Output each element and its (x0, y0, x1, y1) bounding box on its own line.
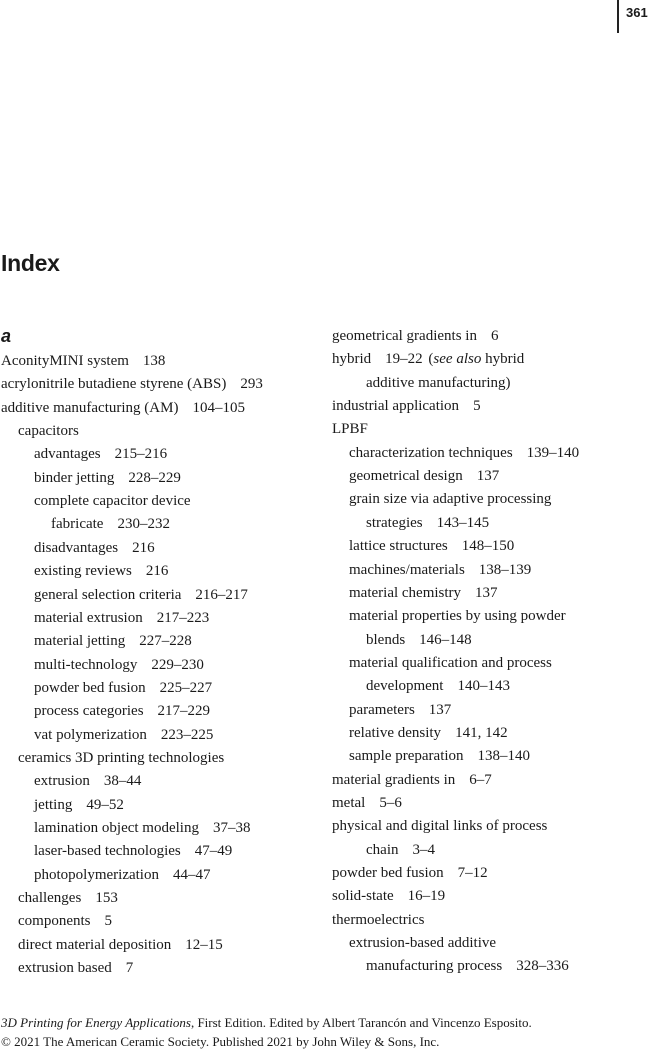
index-term: material qualification and process (349, 654, 552, 671)
index-entry (349, 489, 551, 509)
index-entry (34, 608, 209, 628)
index-entry (18, 888, 118, 908)
index-entry (34, 818, 250, 838)
index-page-ref: 140–143 (457, 678, 510, 695)
index-term: acrylonitrile butadiene styrene (ABS) (1, 376, 227, 393)
index-entry (349, 606, 566, 626)
index-term: lattice structures (349, 538, 448, 555)
index-page-ref: 49–52 (86, 796, 124, 813)
index-page-ref: 216 (145, 563, 169, 580)
index-page-ref: 104–105 (192, 399, 245, 416)
index-term: components (18, 913, 91, 930)
index-page-ref: 6–7 (469, 771, 492, 788)
index-term: complete capacitor device (34, 493, 191, 510)
index-entry (332, 396, 481, 416)
index-entry (34, 841, 232, 861)
index-entry (349, 933, 496, 953)
index-entry (366, 513, 489, 533)
index-page-ref: 12–15 (185, 936, 223, 953)
footer-book-title: 3D Printing for Energy Applications (1, 1015, 191, 1030)
index-entry (34, 538, 155, 558)
index-page-ref: 227–228 (139, 633, 192, 650)
index-term: machines/materials (349, 561, 465, 578)
index-entry (34, 491, 191, 511)
index-entry (349, 443, 579, 463)
index-term: multi-technology (34, 656, 138, 673)
index-term: extrusion-based additive (349, 935, 497, 952)
index-page-ref: 3–4 (412, 841, 435, 858)
index-term: challenges (18, 890, 82, 907)
index-entry (332, 816, 547, 836)
index-term: extrusion (34, 773, 90, 790)
index-entry: hybrid 19–22 (see also hybrid (332, 351, 525, 368)
see-also-target: hybrid (485, 351, 525, 368)
index-entry (332, 863, 488, 883)
index-page-ref: 141, 142 (455, 724, 508, 741)
index-term: existing reviews (34, 563, 132, 580)
index-term: powder bed fusion (332, 865, 444, 882)
index-term: powder bed fusion (34, 679, 146, 696)
index-page-ref: 44–47 (172, 866, 211, 883)
index-page-ref: 19–22 (385, 351, 423, 368)
index-term: material extrusion (34, 609, 143, 626)
index-entry (349, 583, 498, 603)
index-entry (1, 374, 263, 394)
index-entry (349, 536, 514, 556)
index-entry (34, 561, 168, 581)
index-entry (34, 585, 248, 605)
index-entry (349, 746, 530, 766)
index-page-ref: 47–49 (194, 843, 233, 860)
index-term: ceramics 3D printing technologies (18, 749, 225, 766)
index-term: disadvantages (34, 539, 119, 556)
index-entry (332, 910, 424, 930)
index-page-ref: 137 (476, 468, 500, 485)
index-entry (1, 351, 165, 371)
index-term: advantages (34, 446, 101, 463)
index-page-ref: 38–44 (103, 773, 142, 790)
page-title: Index (1, 250, 60, 276)
index-term: LPBF (332, 421, 368, 438)
index-entry (34, 795, 124, 815)
index-entry (349, 466, 499, 486)
index-term: extrusion based (18, 960, 112, 977)
index-term: material jetting (34, 633, 126, 650)
index-page-ref: 153 (95, 890, 118, 907)
index-term: metal (332, 795, 366, 811)
index-term: material gradients in (332, 771, 456, 788)
index-page-ref: 137 (475, 584, 498, 601)
index-term: jetting (34, 796, 73, 813)
index-page-ref: 143–145 (436, 514, 490, 531)
index-page-ref: 217–229 (157, 703, 211, 720)
see-also-label: see also (433, 351, 482, 368)
index-entry (18, 935, 223, 955)
index-entry (51, 514, 170, 534)
index-term: general selection criteria (34, 586, 182, 603)
index-entry (34, 444, 167, 464)
index-term: geometrical gradients in (332, 328, 477, 344)
index-page-ref: 6 (490, 328, 499, 344)
index-entry (332, 326, 498, 346)
index-page-ref: 215–216 (114, 446, 168, 463)
index-page-ref: 7 (125, 960, 134, 977)
index-entry (366, 676, 510, 696)
index-page-ref: 216 (132, 539, 155, 556)
index-entry (18, 748, 224, 768)
index-page-ref: 139–140 (526, 444, 580, 461)
index-page-ref: 37–38 (212, 820, 251, 836)
index-term: laser-based technologies (34, 843, 181, 860)
index-page-ref: 138 (142, 353, 166, 369)
index-entry (332, 793, 402, 813)
index-term: lamination object modeling (34, 820, 199, 836)
index-page-ref: 146–148 (419, 631, 472, 648)
index-page-ref: 5–6 (379, 795, 402, 811)
index-entry (332, 419, 368, 439)
index-page-ref: 217–223 (156, 609, 210, 626)
index-page-ref: 5 (104, 913, 112, 930)
index-page-ref: 5 (473, 398, 481, 415)
index-entry (1, 398, 245, 418)
index-entry (18, 958, 133, 978)
index-term: additive manufacturing) (366, 374, 511, 391)
index-term: thermoelectrics (332, 911, 425, 928)
index-term: binder jetting (34, 469, 115, 486)
footer-line-1 (1, 1015, 532, 1031)
index-entry (349, 560, 531, 580)
page-number: 361 (626, 5, 648, 20)
index-page-ref: 223–225 (160, 726, 214, 743)
index-entry (34, 631, 192, 651)
index-term: material chemistry (349, 584, 462, 601)
index-entry (366, 630, 472, 650)
index-page-ref: 216–217 (195, 586, 248, 603)
index-page-ref: 137 (428, 701, 452, 718)
index-term: physical and digital links of process (332, 818, 548, 835)
index-term: capacitors (18, 423, 79, 440)
index-entry (18, 421, 79, 441)
index-entry (34, 701, 210, 721)
index-term: relative density (349, 724, 442, 741)
index-term: sample preparation (349, 748, 464, 765)
index-page-ref: 138–139 (478, 561, 532, 578)
index-entry (366, 373, 511, 393)
index-term: manufacturing process (366, 958, 503, 975)
index-term: additive manufacturing (AM) (1, 399, 179, 416)
index-entry (349, 723, 508, 743)
index-term: grain size via adaptive processing (349, 491, 552, 508)
index-term: chain (366, 841, 399, 858)
index-entry (332, 770, 492, 790)
index-term: vat polymerization (34, 726, 147, 743)
index-term: fabricate (51, 516, 104, 533)
index-term: photopolymerization (34, 866, 159, 883)
index-page-ref: 230–232 (117, 516, 170, 533)
index-entry (332, 886, 445, 906)
index-term: direct material deposition (18, 936, 172, 953)
index-entry (366, 840, 435, 860)
index-entry (349, 700, 451, 720)
index-page-ref: 293 (240, 376, 263, 393)
index-term: development (366, 678, 444, 695)
index-term: characterization techniques (349, 444, 513, 461)
index-term: AconityMINI system (1, 353, 129, 369)
index-entry (18, 911, 112, 931)
index-entry (34, 771, 141, 791)
index-term: solid-state (332, 888, 394, 905)
index-page-ref: 228–229 (128, 469, 181, 486)
index-term: parameters (349, 701, 415, 718)
index-page-ref: 7–12 (457, 865, 488, 882)
index-term: process categories (34, 703, 144, 720)
index-entry (34, 655, 204, 675)
index-page-ref: 328–336 (516, 958, 569, 975)
index-term: geometrical design (349, 468, 463, 485)
page-number-rule (617, 0, 619, 33)
index-entry (366, 956, 569, 976)
index-entry (34, 865, 210, 885)
index-entry (34, 725, 213, 745)
index-term: hybrid (332, 351, 372, 368)
footer-edition-text: , First Edition. Edited by Albert Tarancón and Vincenzo Esposito. (190, 1015, 532, 1030)
index-page-ref: 148–150 (461, 538, 515, 555)
index-entry (349, 653, 552, 673)
index-page-ref: 16–19 (407, 888, 446, 905)
index-entry (34, 468, 181, 488)
index-term: blends (366, 631, 406, 648)
index-term: industrial application (332, 398, 460, 415)
index-entry (34, 678, 212, 698)
index-term: material properties by using powder (349, 608, 566, 625)
index-page-ref: 229–230 (151, 656, 204, 673)
footer-copyright: © 2021 The American Ceramic Society. Published 2021 by John Wiley & Sons, Inc. (1, 1034, 440, 1049)
section-letter: a (1, 326, 12, 346)
index-page-ref: 225–227 (159, 679, 213, 696)
index-term: strategies (366, 514, 423, 531)
index-page-ref: 138–140 (477, 748, 531, 765)
